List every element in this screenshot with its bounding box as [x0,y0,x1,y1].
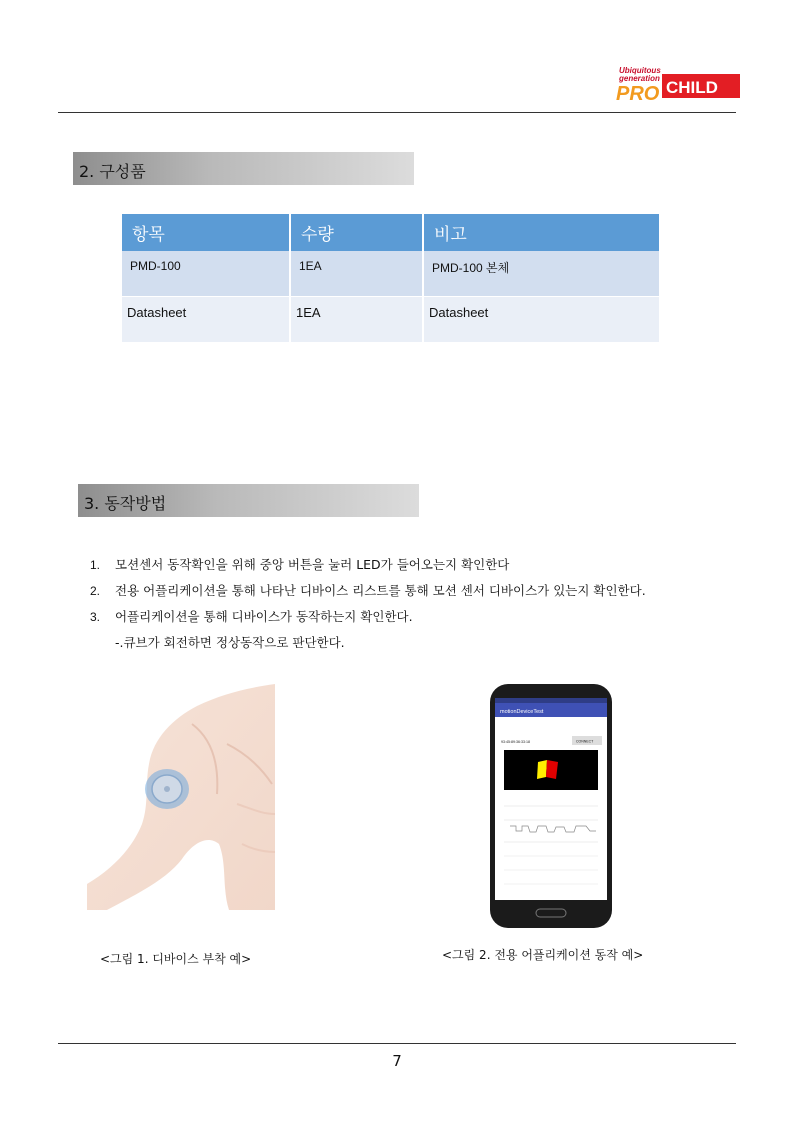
prochild-logo [614,64,740,104]
col-header-qty: 수량 [290,214,423,251]
table-row [122,297,659,343]
app-title: motionDeviceTest [500,709,544,715]
section-2-title: 2. 구성품 [79,162,146,181]
cell-note: Datasheet [423,297,659,343]
cell-item: Datasheet [122,297,290,343]
col-header-note: 비고 [423,214,659,251]
step-text: 모션센서 동작확인을 위해 중앙 버튼을 눌러 LED가 들어오는지 확인한다 [115,557,510,572]
app-device-id: 93:45:89:36:33:18 [501,740,530,744]
phone-app-screenshot [490,684,612,928]
step-number: 1. [90,558,101,572]
list-item [90,578,770,604]
steps-list [90,552,770,656]
step-number: 2. [90,584,101,598]
app-connect-button: CONNECT [576,739,594,744]
table-row [122,251,659,297]
logo-tagline-1: Ubiquitous [619,66,661,75]
step-text: 전용 어플리케이션을 통해 나타난 디바이스 리스트를 통해 모션 센서 디바이스가 있는지 확인한다. [115,583,646,598]
page-number: 7 [392,1052,402,1070]
figure-1-caption: <그림 1. 디바이스 부착 예> [100,952,252,966]
col-header-item: 항목 [122,214,290,251]
list-item [90,604,770,630]
section-3-title: 3. 동작방법 [84,494,167,513]
components-table [122,214,659,343]
section-3-heading [78,484,419,517]
logo-tagline-2: generation [619,74,660,83]
cell-note: PMD-100 본체 [423,251,659,297]
cell-qty: 1EA [290,251,423,297]
cell-qty: 1EA [290,297,423,343]
logo-child: CHILD [666,78,718,97]
table-header-row [122,214,659,251]
step-text: 어플리케이션을 통해 디바이스가 동작하는지 확인한다. [115,609,413,624]
step-sub-note: -.큐브가 회전하면 정상동작으로 판단한다. [115,635,345,650]
arm-device-illustration [87,684,275,910]
footer-divider [58,1043,736,1044]
cell-item: PMD-100 [122,251,290,297]
logo-pro: PRO [616,83,660,104]
figure-2-caption: <그림 2. 전용 어플리케이션 동작 예> [442,948,644,962]
header-divider [58,112,736,113]
section-2-heading [73,152,414,185]
step-number: 3. [90,610,101,624]
list-item [90,552,770,578]
